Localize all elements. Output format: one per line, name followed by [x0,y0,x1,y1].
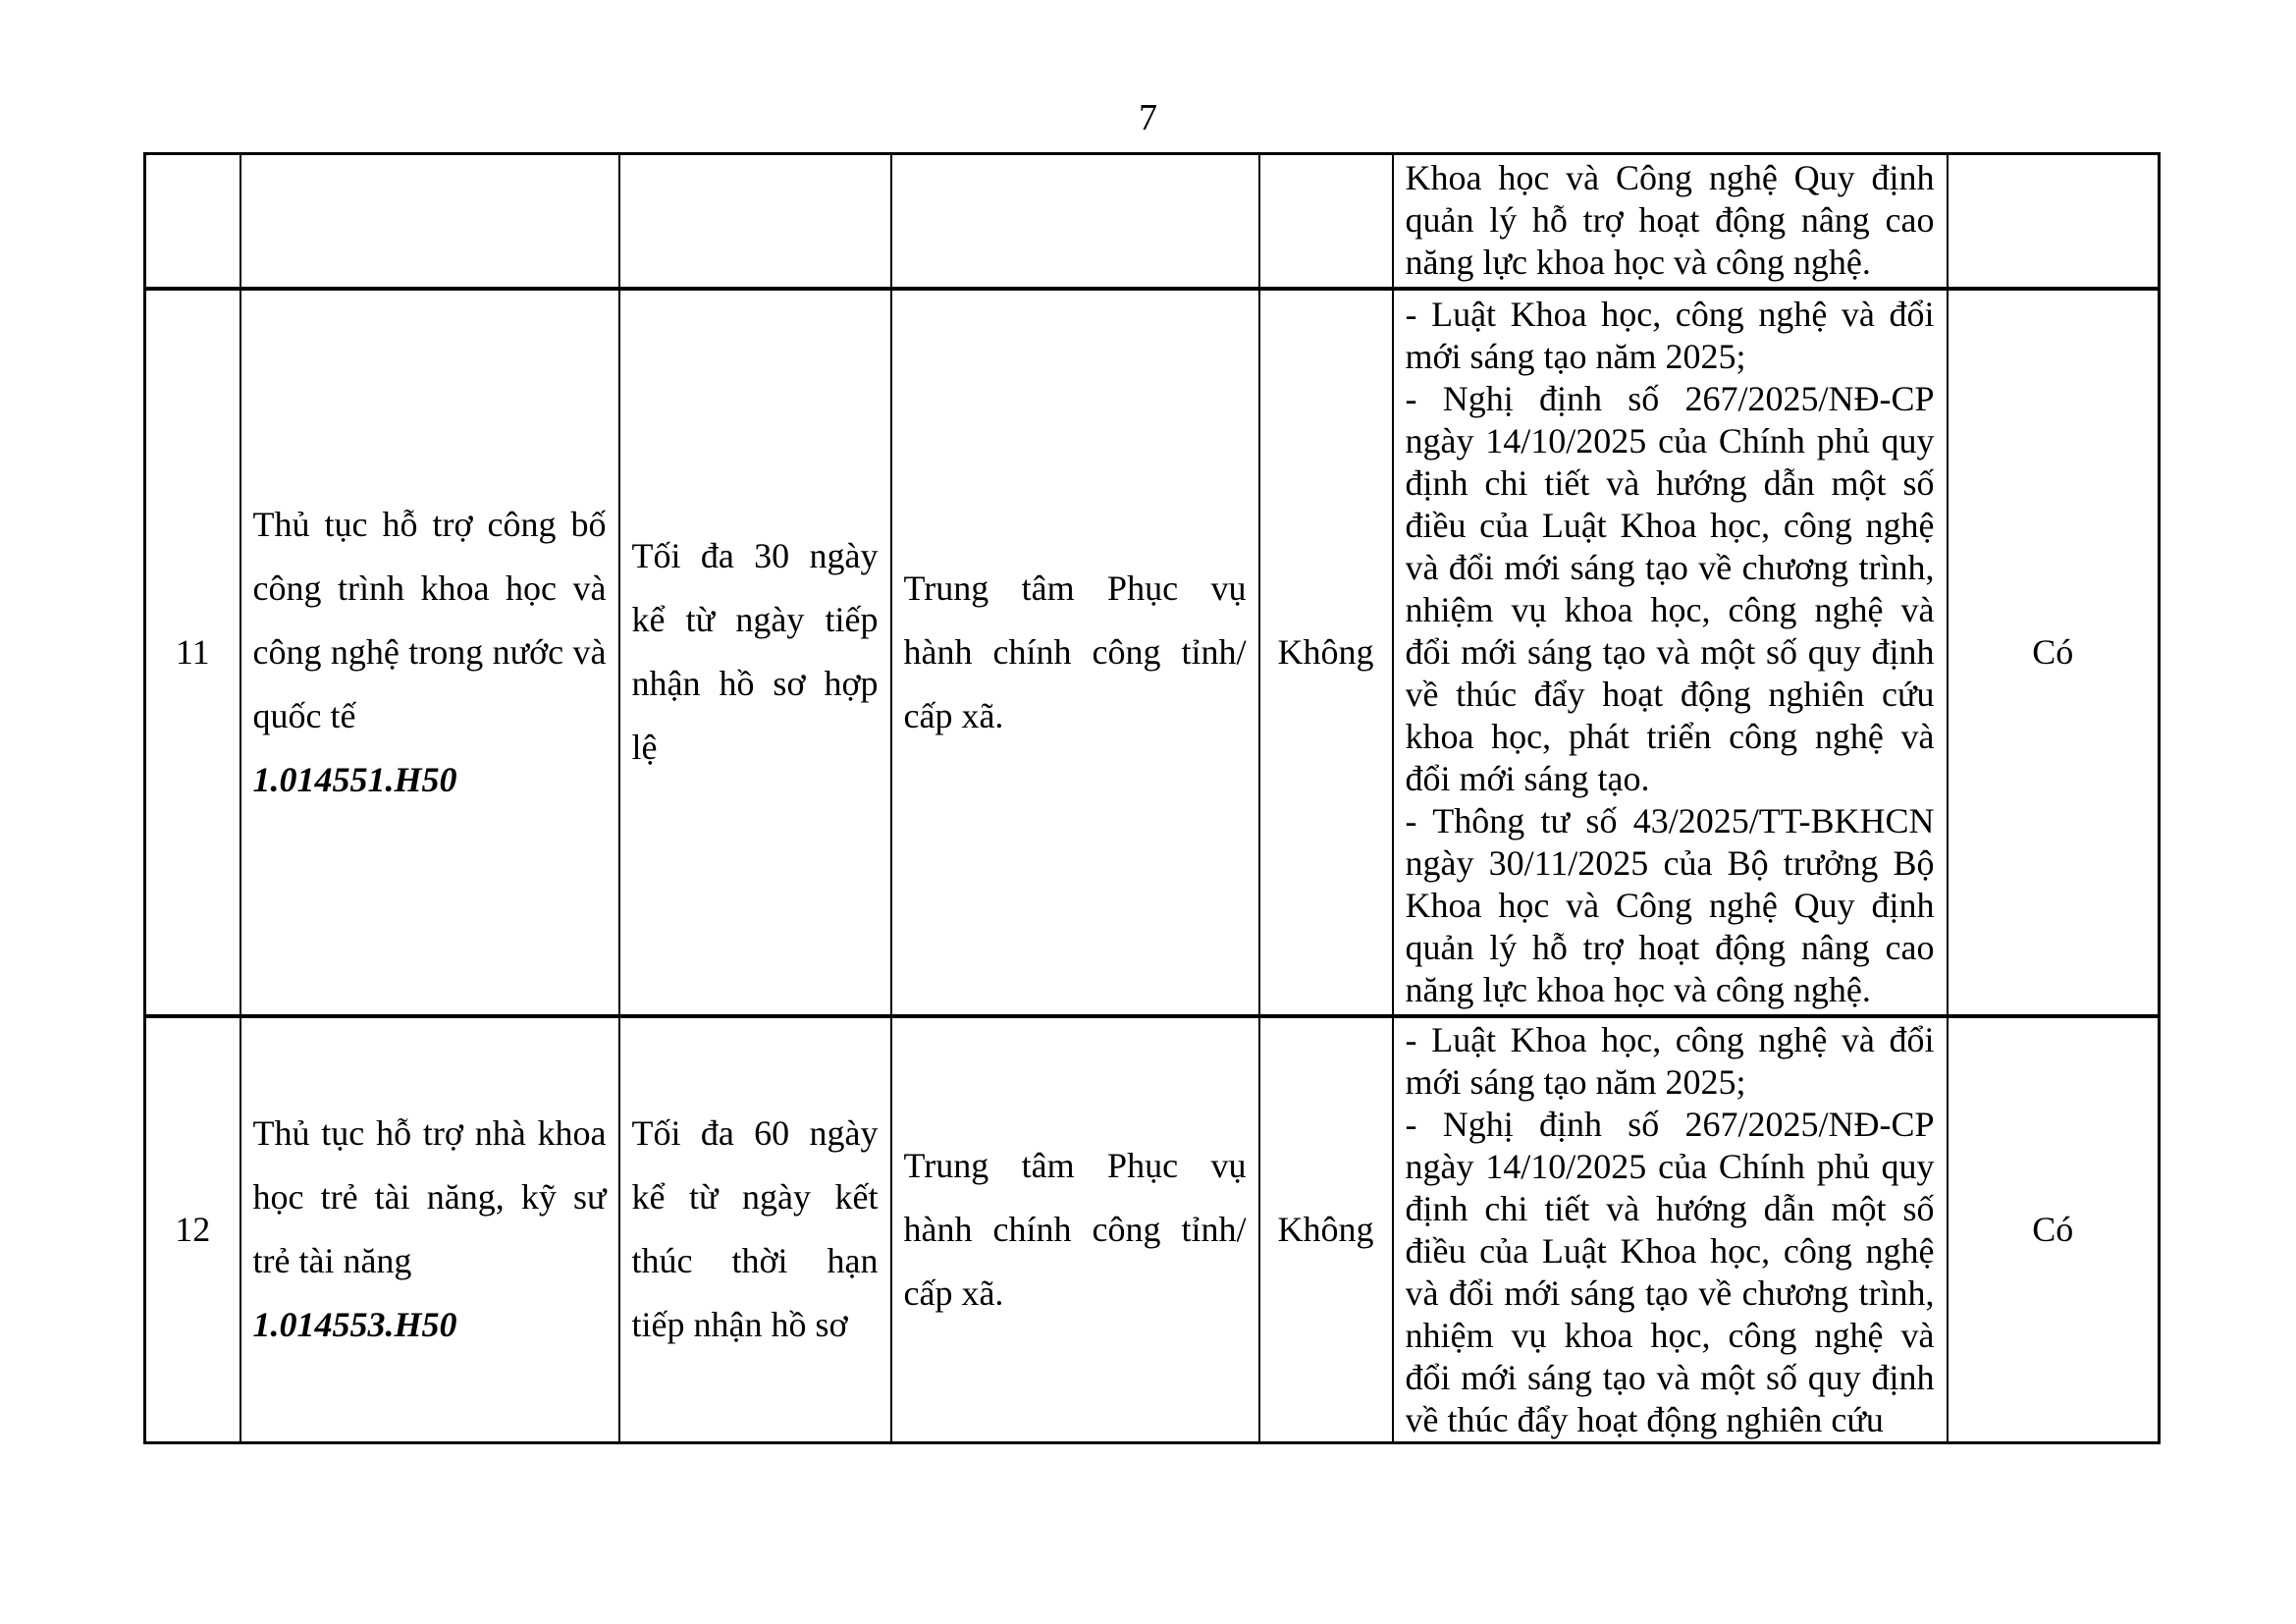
table-row-12 [145,1016,2160,1443]
fee-cell [1259,154,1393,289]
online-service-cell: Có [1948,289,2160,1016]
stt-cell [145,154,240,289]
legal-basis-text [1406,294,1935,1011]
procedure-name: Thủ tục hỗ trợ công bố công trình khoa học và công nghệ trong nước và quốc tế [252,504,607,735]
legal-basis-paragraph: - Luật Khoa học, công nghệ và đổi mới sáng tạo năm 2025; [1405,1019,1935,1102]
legal-basis-text [1406,1019,1935,1441]
duration-cell: Tối đa 60 ngày kể từ ngày kết thúc thời hạn tiếp nhận hồ sơ [619,1016,891,1443]
stt-cell: 12 [145,1016,240,1443]
location-cell: Trung tâm Phục vụ hành chính công tỉnh/ cấp xã. [891,1016,1259,1443]
legal-basis-paragraph: - Thông tư số 43/2025/TT-BKHCN ngày 30/11/2025 của Bộ trưởng Bộ Khoa học và Công nghệ Quy định quản lý hỗ trợ hoạt động nâng cao năng lực khoa học và công nghệ. [1405,800,1935,1009]
duration-cell [619,154,891,289]
duration-cell: Tối đa 30 ngày kể từ ngày tiếp nhận hồ sơ hợp lệ [619,289,891,1016]
procedure-name-cell [240,154,619,289]
location-cell: Trung tâm Phục vụ hành chính công tỉnh/ cấp xã. [891,289,1259,1016]
table-row-10-continued [145,154,2160,289]
procedures-table [143,152,2161,1444]
procedure-name-cell [240,1016,619,1443]
legal-basis-cell [1393,154,1948,289]
procedure-name: Thủ tục hỗ trợ nhà khoa học trẻ tài năng, kỹ sư trẻ tài năng [252,1113,607,1280]
fee-cell: Không [1259,289,1393,1016]
legal-basis-paragraph: - Luật Khoa học, công nghệ và đổi mới sáng tạo năm 2025; [1405,294,1935,376]
legal-basis-paragraph: - Nghị định số 267/2025/NĐ-CP ngày 14/10/2025 của Chính phủ quy định chi tiết và hướng dẫn một số điều của Luật Khoa học, công nghệ và đổi mới sáng tạo về chương trình, nhiệm vụ khoa học, công nghệ và đổi mới sáng tạo và một số quy định về thúc đẩy hoạt động nghiên cứu [1405,1104,1935,1439]
legal-basis-cell [1393,289,1948,1016]
fee-cell: Không [1259,1016,1393,1443]
online-service-cell [1948,154,2160,289]
legal-basis-paragraph: - Nghị định số 267/2025/NĐ-CP ngày 14/10/2025 của Chính phủ quy định chi tiết và hướng dẫn một số điều của Luật Khoa học, công nghệ và đổi mới sáng tạo về chương trình, nhiệm vụ khoa học, công nghệ và đổi mới sáng tạo và một số quy định về thúc đẩy hoạt động nghiên cứu khoa học, phát triển công nghệ và đổi mới sáng tạo. [1405,378,1935,798]
stt-cell: 11 [145,289,240,1016]
procedure-name-cell [240,289,619,1016]
procedure-code: 1.014553.H50 [252,1305,457,1344]
procedure-code: 1.014551.H50 [252,759,457,799]
legal-basis-cell [1393,1016,1948,1443]
online-service-cell: Có [1948,1016,2160,1443]
table-row-11 [145,289,2160,1016]
location-cell [891,154,1259,289]
page-number: 7 [1139,97,1157,138]
legal-basis-text [1406,157,1935,284]
legal-basis-paragraph: Khoa học và Công nghệ Quy định quản lý hỗ trợ hoạt động nâng cao năng lực khoa học và công nghệ. [1405,158,1935,283]
